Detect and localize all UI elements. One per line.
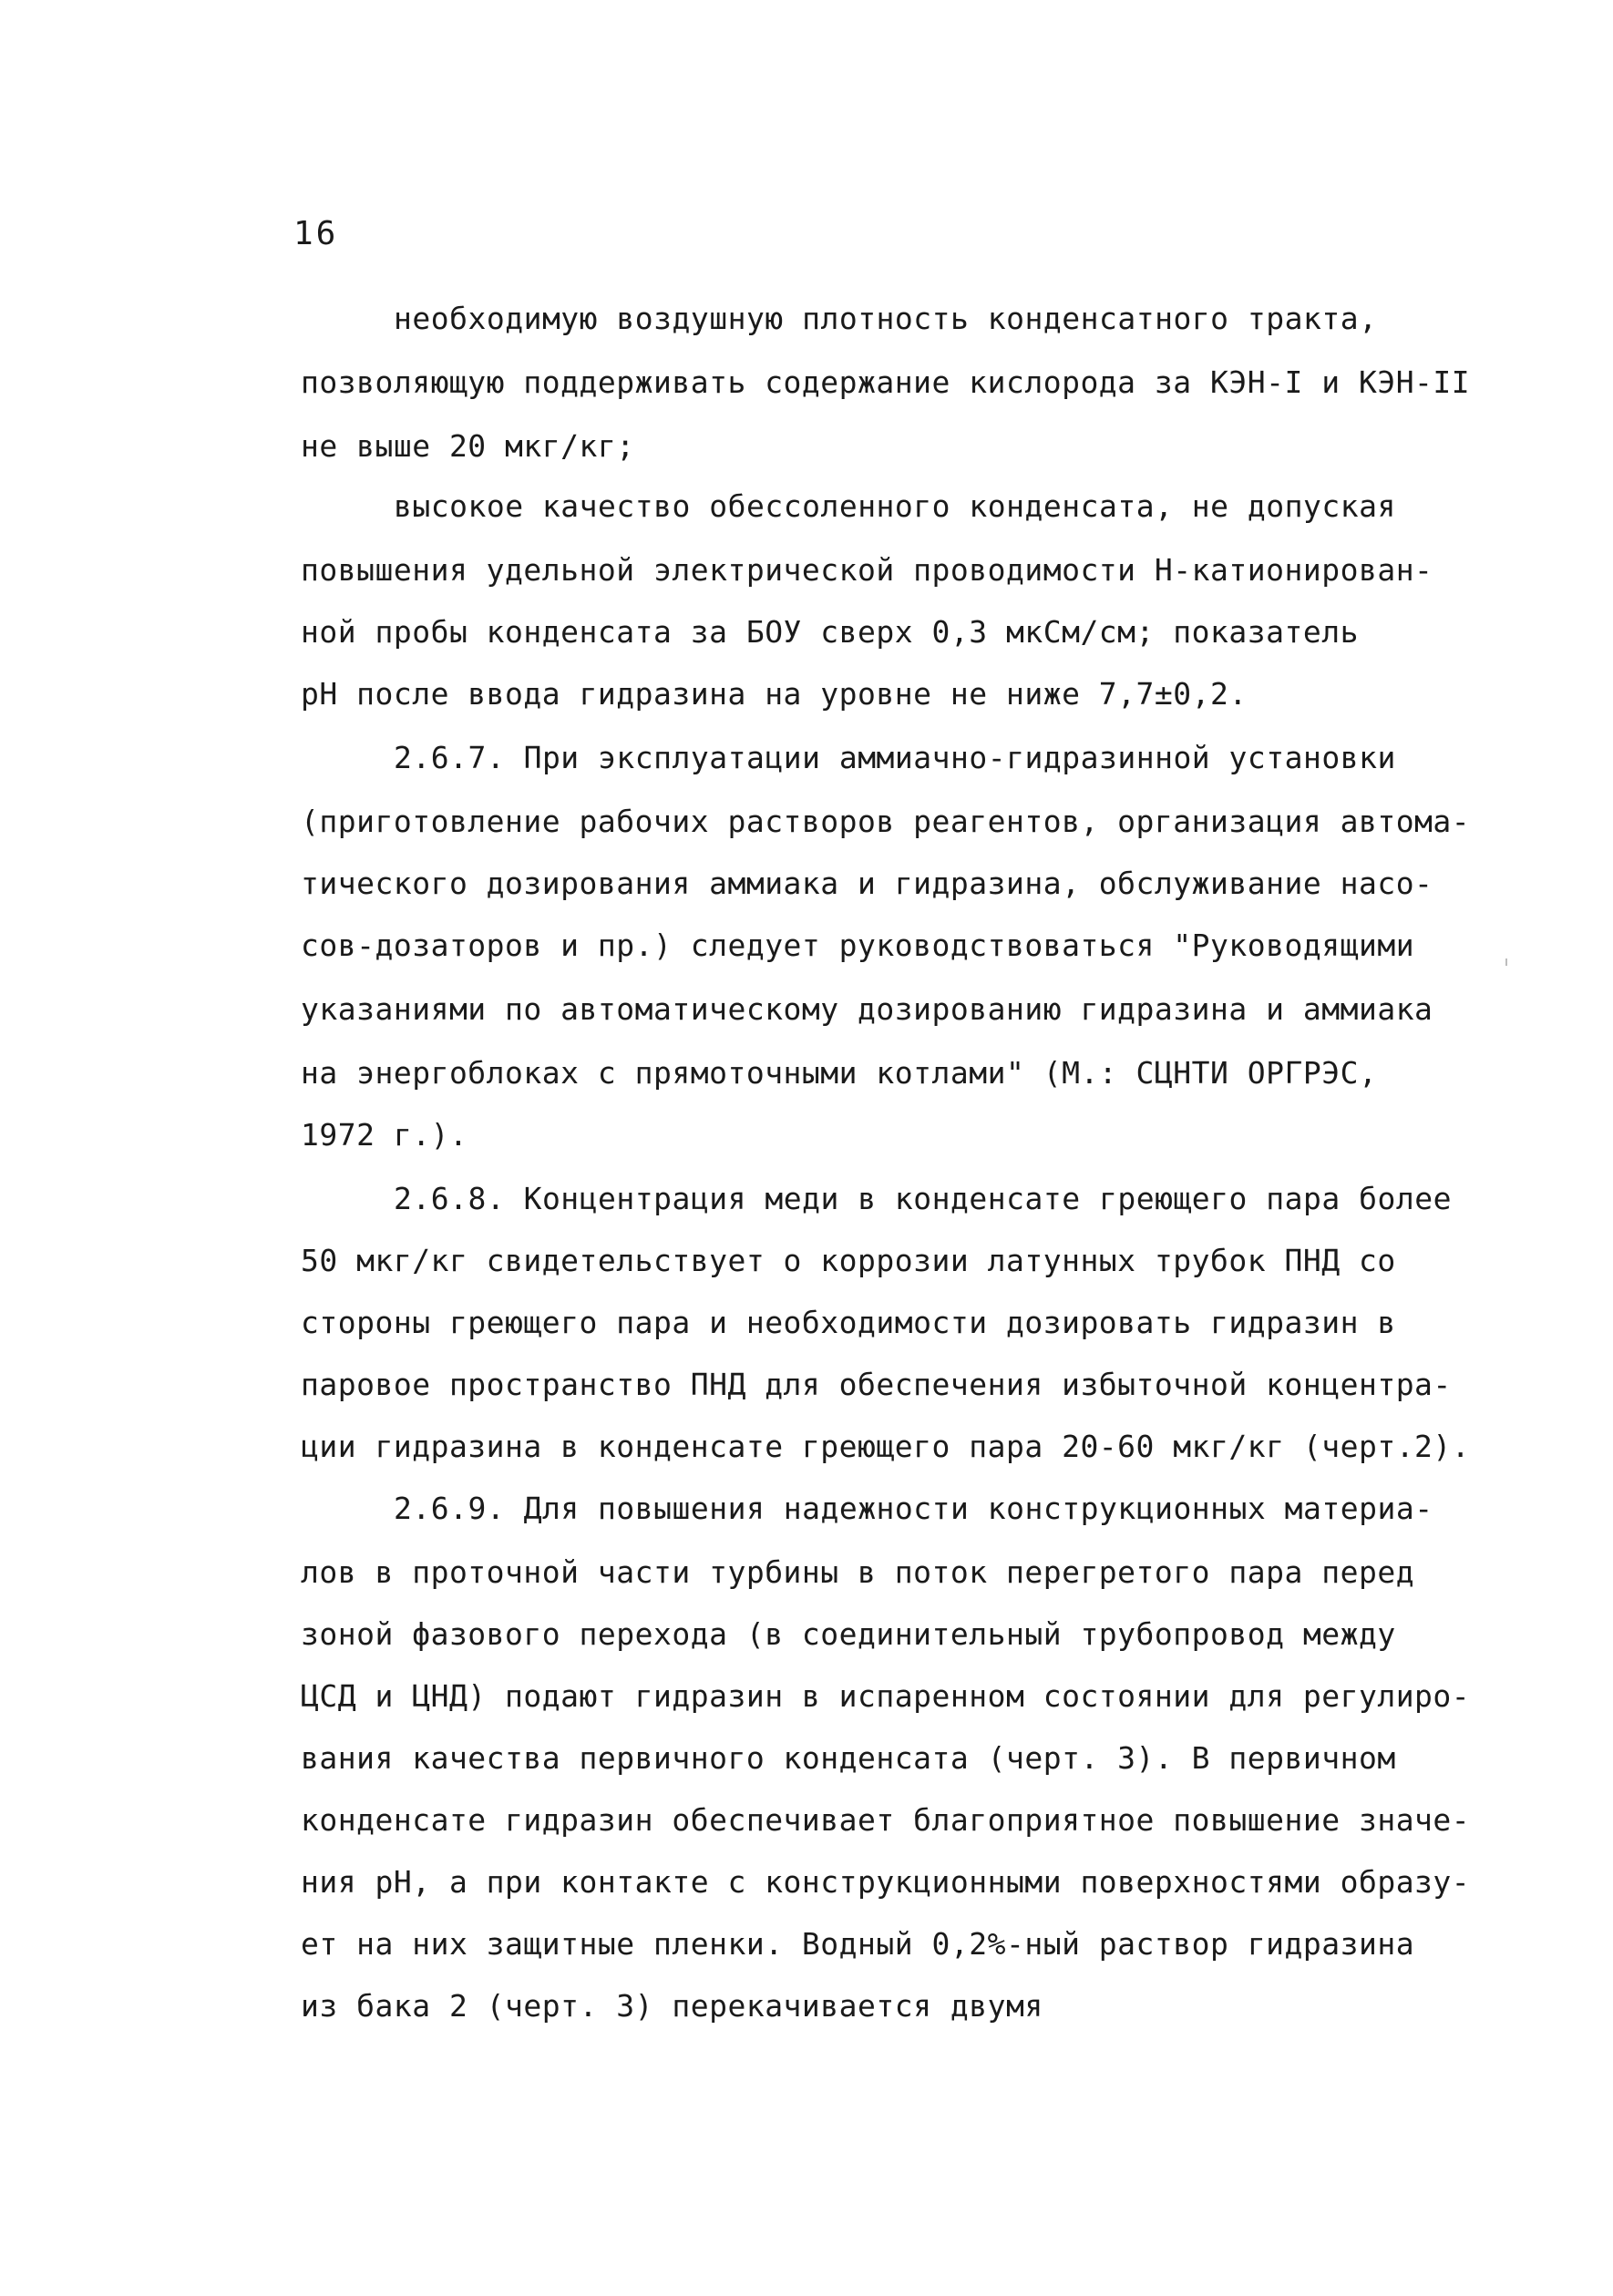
text-line: из бака 2 (черт. 3) перекачивается двумя bbox=[301, 1988, 1043, 2024]
scan-mark bbox=[1505, 958, 1507, 966]
text-line: вания качества первичного конденсата (черт. 3). В первичном bbox=[301, 1740, 1396, 1776]
text-line: рН после ввода гидразина на уровне не ниже 7,7±0,2. bbox=[301, 676, 1248, 712]
page-number: 16 bbox=[293, 215, 339, 252]
text-line: ет на них защитные пленки. Водный 0,2%-ный раствор гидразина bbox=[301, 1926, 1415, 1962]
text-line: указаниями по автоматическому дозированию гидразина и аммиака bbox=[301, 991, 1433, 1027]
text-line: ЦСД и ЦНД) подают гидразин в испаренном состоянии для регулиро- bbox=[301, 1678, 1471, 1714]
text-line: лов в проточной части турбины в поток перегретого пара перед bbox=[301, 1554, 1415, 1590]
text-line: необходимую воздушную плотность конденсатного тракта, bbox=[394, 301, 1378, 336]
text-line: тического дозирования аммиака и гидразина, обслуживание насо- bbox=[301, 866, 1433, 901]
text-line: паровое пространство ПНД для обеспечения избыточной концентра- bbox=[301, 1367, 1452, 1402]
text-line: не выше 20 мкг/кг; bbox=[301, 428, 635, 464]
text-line: позволяющую поддерживать содержание кислорода за КЭН-I и КЭН-II bbox=[301, 364, 1471, 400]
text-line: 2.6.7. При эксплуатации аммиачно-гидразинной установки bbox=[394, 740, 1396, 775]
text-line: (приготовление рабочих растворов реагентов, организация автома- bbox=[301, 804, 1471, 839]
text-line: 2.6.8. Концентрация меди в конденсате греющего пара более bbox=[394, 1181, 1452, 1216]
text-line: повышения удельной электрической проводимости Н-катионирован- bbox=[301, 552, 1433, 588]
text-line: сов-дозаторов и пр.) следует руководствоваться "Руководящими bbox=[301, 928, 1415, 963]
text-line: ции гидразина в конденсате греющего пара 20-60 мкг/кг (черт.2). bbox=[301, 1429, 1471, 1464]
text-line: конденсате гидразин обеспечивает благоприятное повышение значе- bbox=[301, 1802, 1471, 1838]
text-line: ния рН, а при контакте с конструкционными поверхностями образу- bbox=[301, 1864, 1471, 1900]
text-line: на энергоблоках с прямоточными котлами" (М.: СЦНТИ ОРГРЭС, bbox=[301, 1055, 1378, 1091]
text-line: высокое качество обессоленного конденсата, не допуская bbox=[394, 488, 1396, 524]
text-line: 50 мкг/кг свидетельствует о коррозии латунных трубок ПНД со bbox=[301, 1243, 1396, 1278]
text-line: зоной фазового перехода (в соединительный трубопровод между bbox=[301, 1616, 1396, 1652]
text-line: стороны греющего пара и необходимости дозировать гидразин в bbox=[301, 1305, 1396, 1340]
text-line: 1972 г.). bbox=[301, 1117, 468, 1153]
text-line: 2.6.9. Для повышения надежности конструкционных материа- bbox=[394, 1491, 1433, 1526]
text-line: ной пробы конденсата за БОУ сверх 0,3 мкСм/см; показатель bbox=[301, 614, 1359, 650]
